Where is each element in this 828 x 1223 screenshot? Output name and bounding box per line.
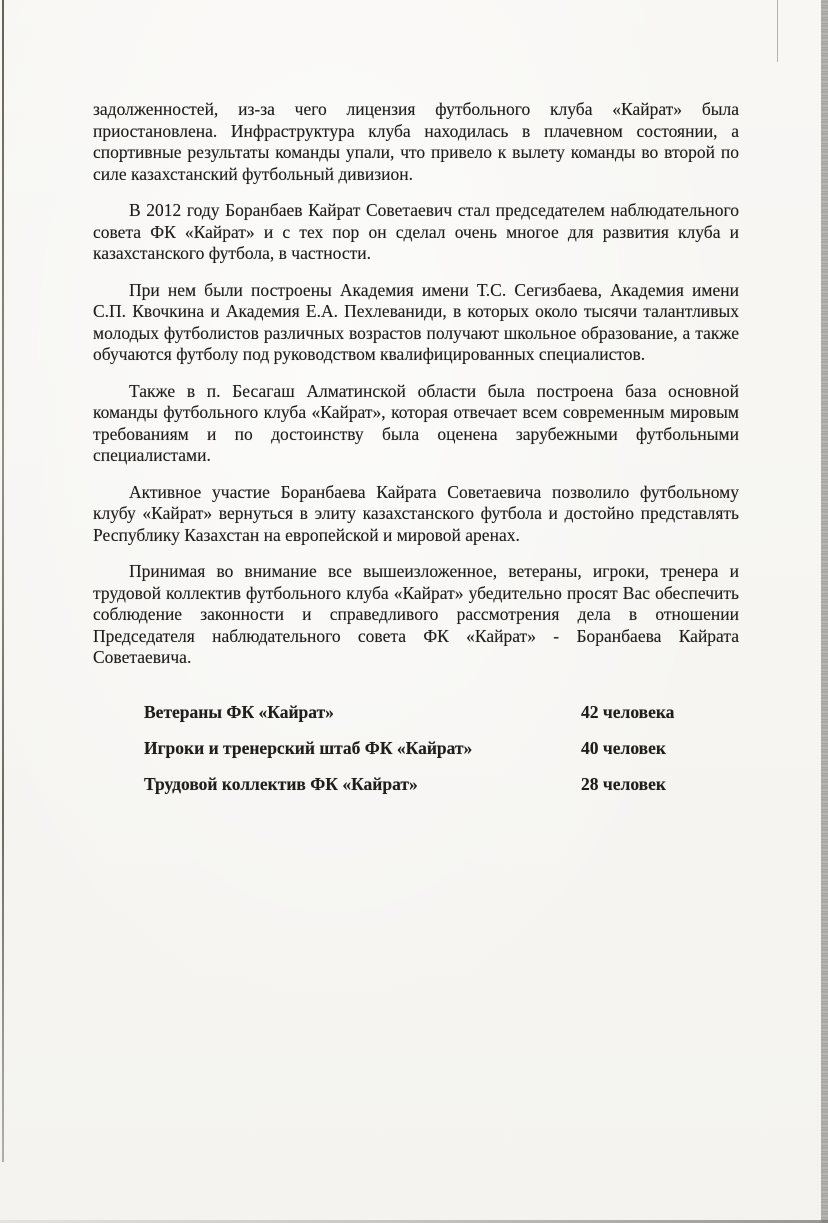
body-paragraph: Принимая во внимание все вышеизложенное, ветераны, игроки, тренера и трудовой коллектив футбольного клуба «Кайрат» убедительно просят Вас обеспечить соблюдение законности и справедливого рассмотрения дела в отношении Председателя наблюдательного совета ФК «Кайрат» - Боранбаева Кайрата Советаевича.	[93, 561, 739, 667]
signatory-count: 40 человек	[581, 737, 666, 758]
body-paragraph: задолженностей, из-за чего лицензия футбольного клуба «Кайрат» была приостановлена. Инфраструктура клуба находилась в плачевном состоянии, а спортивные результаты команды упали, что привело к вылету команды во второй по силе казахстанский футбольный дивизион.	[93, 99, 739, 184]
signatory-count: 42 человека	[581, 701, 675, 722]
body-paragraph: Активное участие Боранбаева Кайрата Советаевича позволило футбольному клубу «Кайрат» вернуться в элиту казахстанского футбола и достойно представлять Республику Казахстан на европейской и мировой аренах.	[93, 481, 739, 545]
signatory-list	[93, 701, 739, 795]
scan-artifact-line	[777, 0, 778, 62]
scan-edge-left-line	[2, 0, 4, 1162]
signatory-group: Игроки и тренерский штаб ФК «Кайрат»	[144, 737, 473, 758]
signatory-row	[144, 773, 739, 795]
signatory-group: Трудовой коллектив ФК «Кайрат»	[144, 773, 418, 794]
signatory-row	[144, 737, 739, 759]
signatory-row	[144, 701, 739, 723]
body-paragraph: Также в п. Бесагаш Алматинской области была построена база основной команды футбольного клуба «Кайрат», которая отвечает всем современным мировым требованиям и по достоинству была оценена зарубежными футбольными специалистами.	[93, 380, 739, 465]
signatory-group: Ветераны ФК «Кайрат»	[144, 701, 334, 722]
body-paragraph: В 2012 году Боранбаев Кайрат Советаевич стал председателем наблюдательного совета ФК «Кайрат» и с тех пор он сделал очень многое для развития клуба и казахстанского футбола, в частности.	[93, 200, 739, 263]
scan-edge-right-strip	[821, 0, 828, 1223]
signatory-count: 28 человек	[581, 773, 666, 794]
body-paragraph: При нем были построены Академия имени Т.С. Сегизбаева, Академия имени С.П. Квочкина и Академия Е.А. Пехлеваниди, в которых около тысячи талантливых молодых футболистов различных возрастов получают школьное образование, а также обучаются футболу под руководством квалифицированных специалистов.	[93, 279, 739, 364]
document-body	[93, 99, 739, 809]
